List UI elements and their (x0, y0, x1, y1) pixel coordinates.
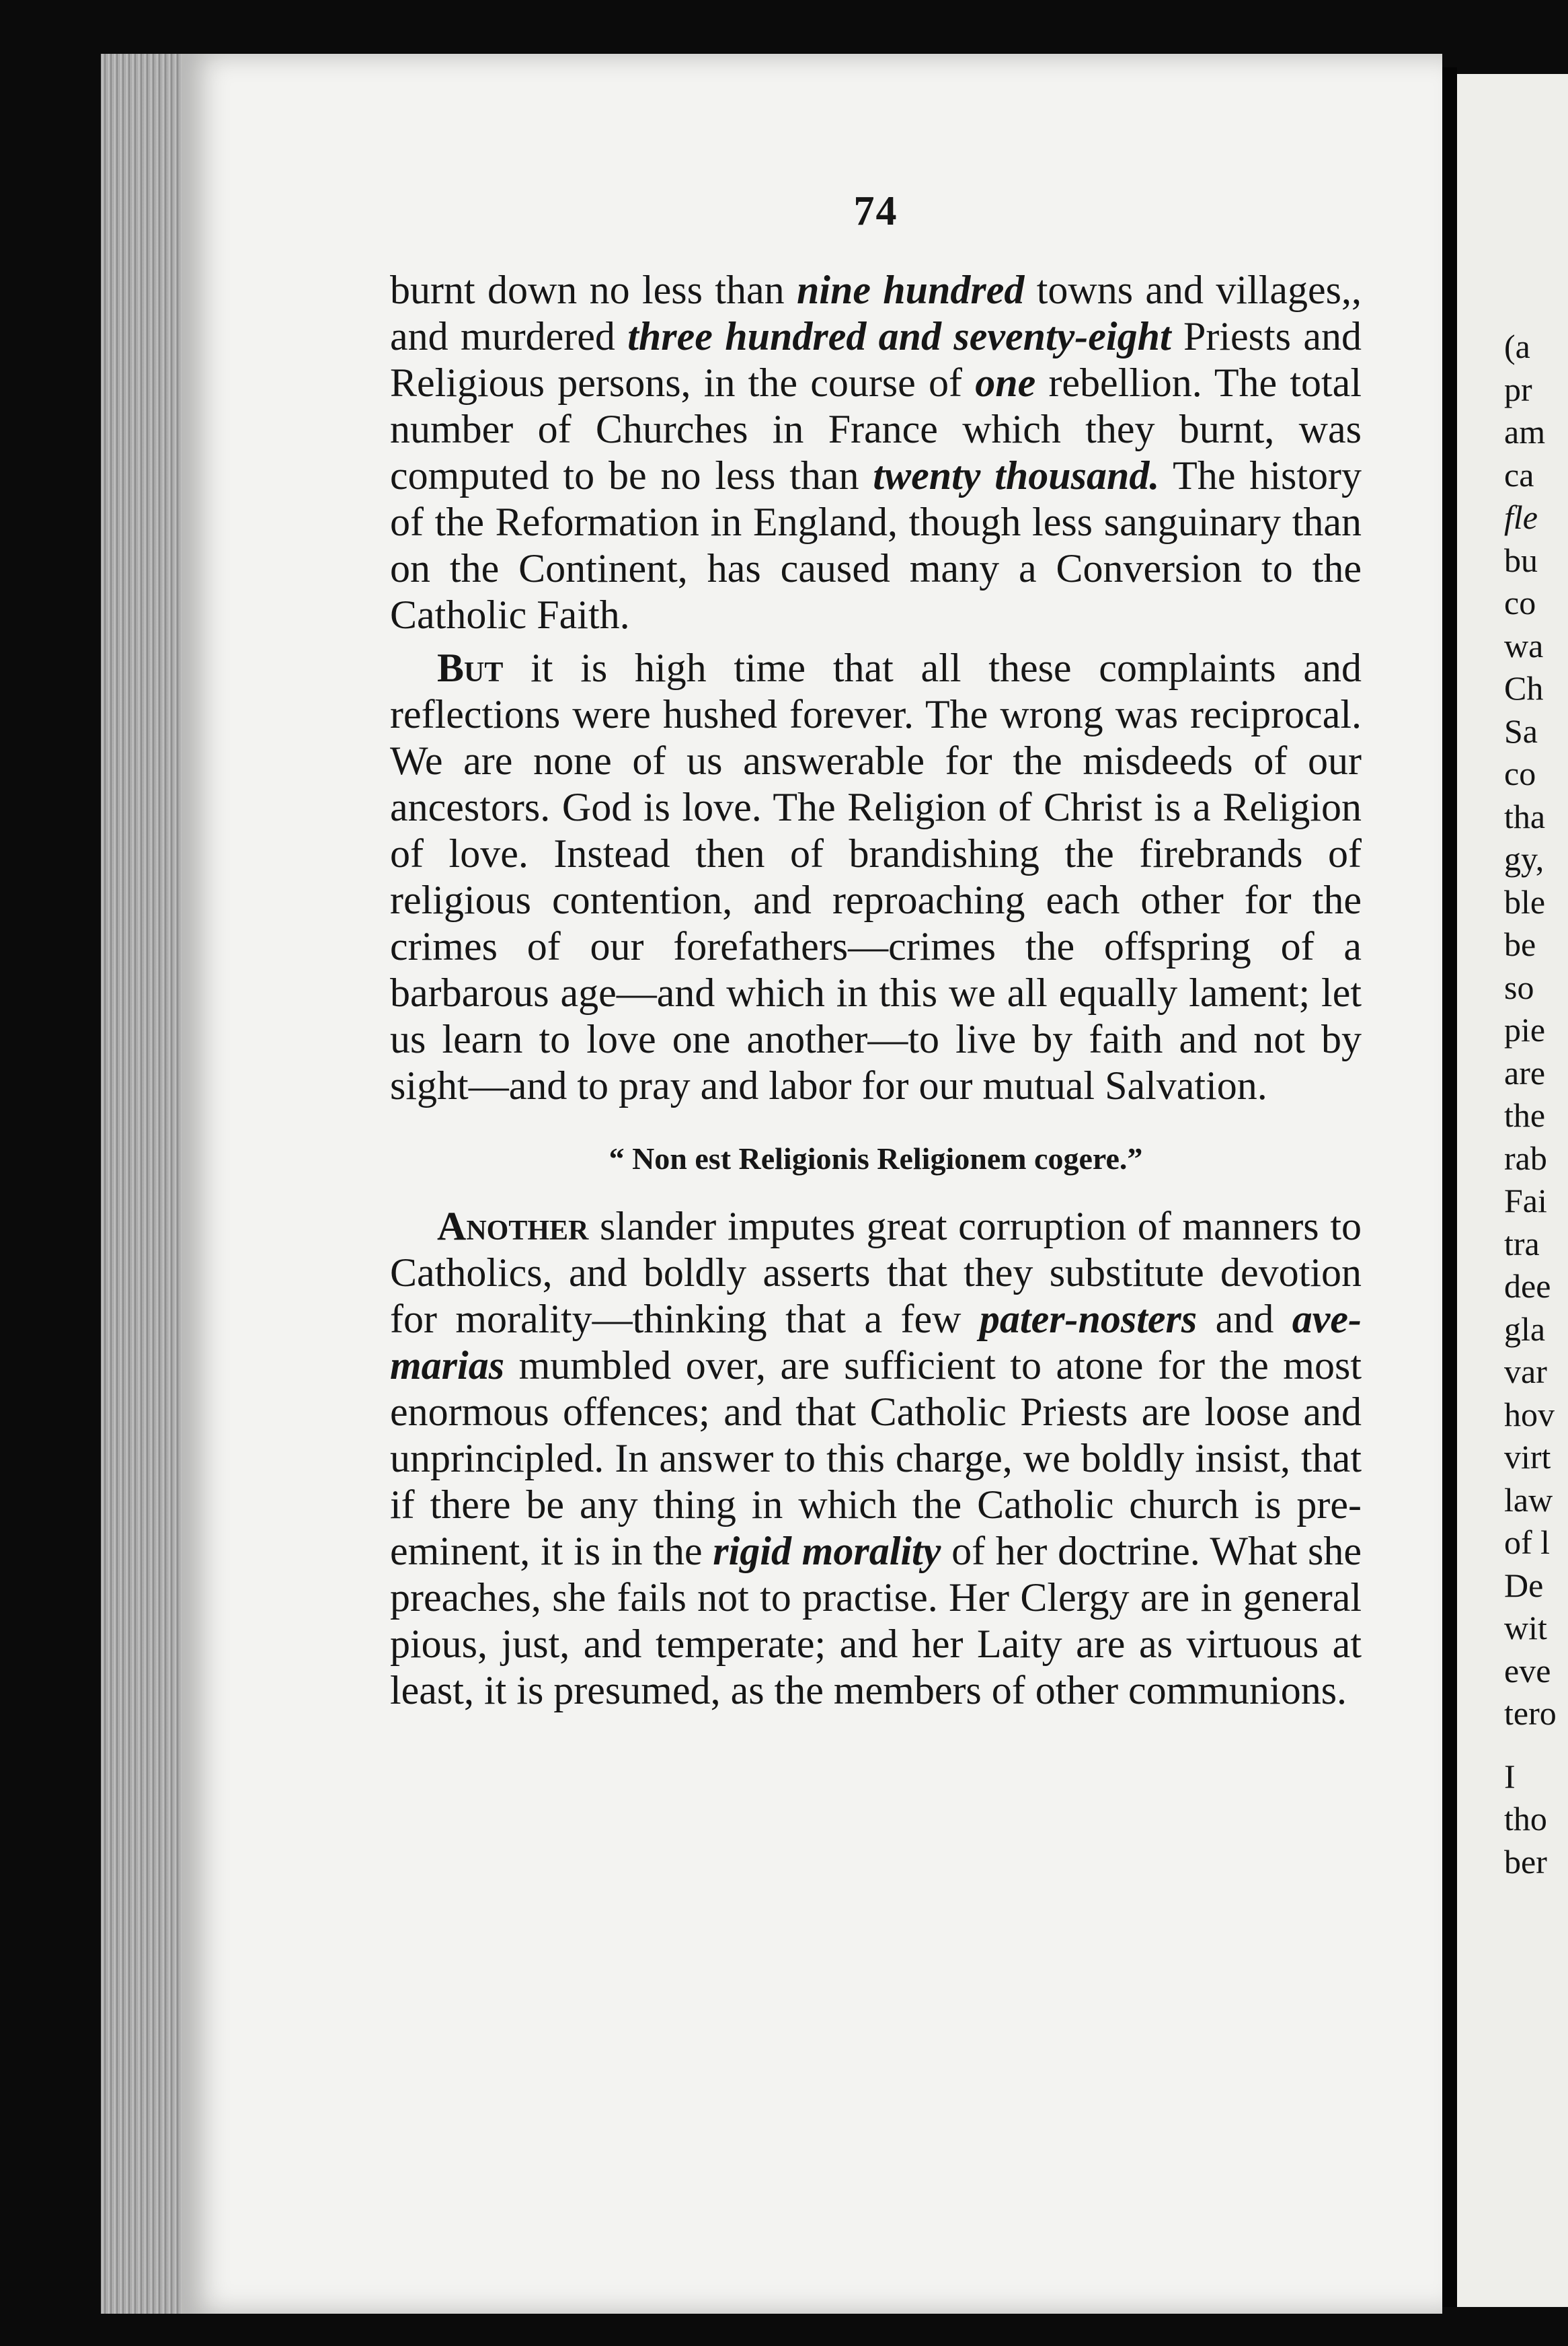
facing-line-fragment: hov (1504, 1395, 1555, 1433)
facing-page-fragment (1457, 74, 1568, 2307)
facing-line-fragment: tero (1504, 1694, 1557, 1732)
latin-motto: “ Non est Religionis Religionem cogere.” (609, 1141, 1143, 1176)
facing-line-fragment: wit (1504, 1609, 1547, 1647)
facing-line-fragment: rab (1504, 1139, 1547, 1177)
text-run: and (1197, 1297, 1292, 1341)
italic-emphasis: nine hundred (796, 268, 1025, 312)
facing-line-fragment: pr (1504, 370, 1532, 408)
facing-line-fragment: bu (1504, 541, 1538, 579)
facing-line-fragment: tha (1504, 797, 1546, 835)
facing-line-fragment: De (1504, 1566, 1544, 1604)
facing-line-fragment: gy, (1504, 840, 1544, 878)
italic-emphasis: one (975, 361, 1036, 405)
facing-line-fragment: ca (1504, 455, 1534, 494)
paragraph-1 (390, 267, 1362, 638)
facing-line-fragment: tho (1504, 1800, 1547, 1838)
facing-line-fragment: var (1504, 1353, 1547, 1390)
facing-line-fragment: law (1504, 1480, 1553, 1519)
facing-line-fragment: so (1504, 968, 1534, 1006)
text-run: rebellion. The total number of Churches in France which they burnt, was computed to be no less than (390, 361, 1362, 498)
paragraph-3 (390, 1203, 1362, 1714)
facing-line-fragment: the (1504, 1096, 1546, 1134)
text-run: The history of the Reformation in England, though less sanguinary than on the Continent, has caused many a Conversion to the Catholic Faith. (390, 453, 1362, 637)
facing-line-fragment: am (1504, 413, 1546, 451)
facing-line-fragment: Fai (1504, 1182, 1547, 1219)
text-run: slander imputes great corruption of manners to Catholics, and boldly asserts that they substitute devotion for morality—thinking that a few (390, 1204, 1362, 1341)
facing-line-fragment: (a (1504, 328, 1530, 365)
facing-line-fragment: I (1504, 1757, 1516, 1795)
facing-line-fragment: are (1504, 1053, 1546, 1092)
text-run: mumbled over, are sufficient to atone for the most enormous offences; and that Catholic Priests are loose and unprincipled. In answer to this charge, we boldly insist, that if there be any thing in which the Catholic church is pre-eminent, it is in the (390, 1343, 1362, 1573)
page-text (390, 188, 1362, 1714)
facing-line-fragment: tra (1504, 1224, 1540, 1262)
italic-emphasis: rigid morality (713, 1529, 941, 1573)
paragraph-2 (390, 645, 1362, 1109)
italic-emphasis: ave-marias (390, 1297, 1362, 1388)
text-run: burnt down no less than (390, 268, 797, 312)
facing-line-fragment: Sa (1504, 712, 1538, 750)
text-run: Priests and Religious persons, in the course of (390, 314, 1362, 405)
facing-line-fragment: wa (1504, 626, 1544, 665)
facing-line-fragment: be (1504, 925, 1536, 963)
facing-line-fragment: gla (1504, 1310, 1546, 1348)
italic-emphasis: twenty thousand. (873, 453, 1160, 498)
facing-line-fragment: ber (1504, 1842, 1547, 1881)
italic-emphasis: pater-nosters (979, 1297, 1198, 1341)
italic-emphasis: three hundred and seventy-eight (627, 314, 1171, 358)
facing-line-fragment: Ch (1504, 669, 1544, 707)
facing-line-fragment: co (1504, 584, 1536, 621)
facing-line-fragment: eve (1504, 1651, 1551, 1690)
facing-line-fragment: pie (1504, 1011, 1546, 1049)
small-caps-lead-word: But (437, 646, 504, 690)
facing-line-fragment: ble (1504, 882, 1546, 921)
text-run: it is high time that all these complaints and reflections were hushed forever. The wrong was reciprocal. We are none of us answerable for the misdeeds of our ancestors. God is love. The Religion of Christ is a Religion of love. Instead then of brandishing the firebrands of religious contention, and reproaching each other for the crimes of our forefathers—crimes the offspring of a barbarous age—and which in this we all equally lament; let us learn to love one another—to live by faith and not by sight—and to pray and labor for our mutual Salvation. (390, 646, 1362, 1108)
facing-line-fragment: co (1504, 755, 1536, 792)
book-gutter (1442, 67, 1457, 2307)
page-number: 74 (853, 188, 898, 234)
text-run: towns and villages,, and murdered (390, 268, 1362, 358)
small-caps-lead-word: Another (437, 1204, 589, 1248)
facing-line-fragment: of l (1504, 1523, 1551, 1561)
facing-line-fragment: virt (1504, 1438, 1551, 1476)
text-run: of her doctrine. What she preaches, she fails not to practise. Her Clergy are in general pious, just, and temperate; and her Laity are as virtuous at least, it is presumed, as the members of other communions. (390, 1529, 1362, 1712)
facing-line-fragment: fle (1504, 498, 1538, 536)
facing-line-fragment: dee (1504, 1267, 1551, 1305)
